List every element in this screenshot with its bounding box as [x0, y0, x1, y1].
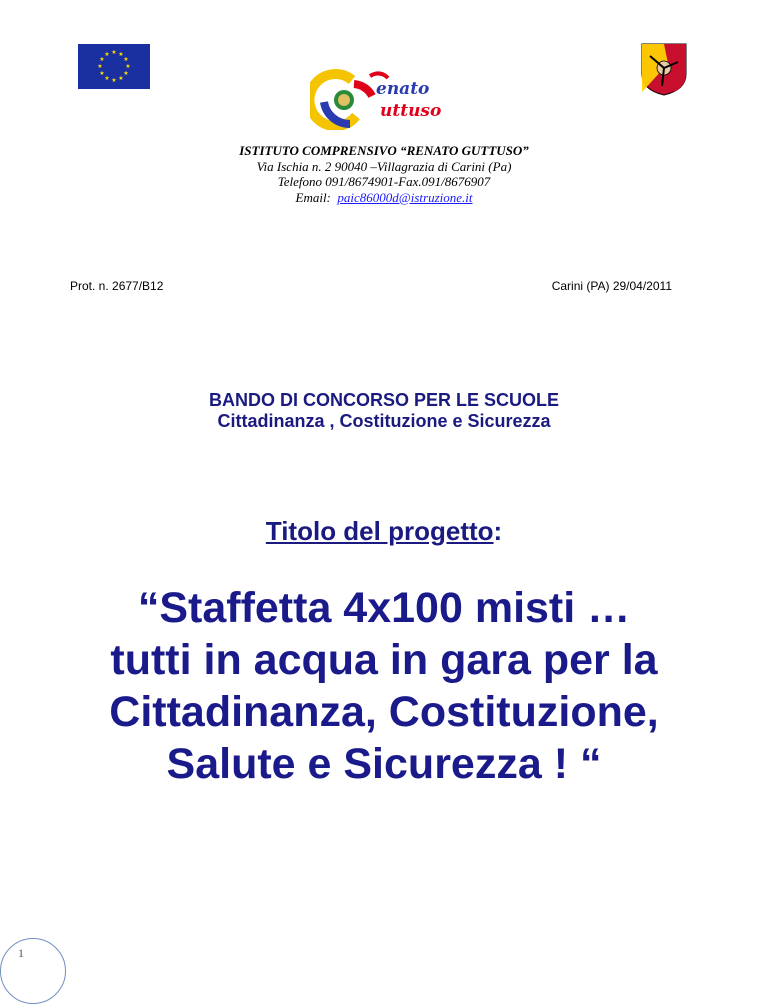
svg-text:★: ★ — [118, 75, 124, 82]
project-label-colon: : — [493, 516, 503, 546]
school-logo — [310, 66, 454, 130]
svg-text:★: ★ — [97, 63, 103, 70]
page-number: 1 — [18, 946, 24, 960]
svg-text:★: ★ — [118, 51, 124, 58]
bando-line2: Cittadinanza , Costituzione e Sicurezza — [217, 411, 551, 431]
institute-header — [0, 143, 768, 205]
project-title-line3: Cittadinanza, Costituzione, — [109, 688, 659, 736]
eu-flag-icon — [78, 44, 150, 89]
institute-email-line — [0, 190, 768, 206]
project-label — [0, 516, 768, 547]
project-title-line4: Salute e Sicurezza ! “ — [166, 740, 602, 788]
project-title-line2: tutti in acqua in gara per la — [110, 636, 658, 684]
bando-line1: BANDO DI CONCORSO PER LE SCUOLE — [208, 390, 560, 410]
project-label-text: Titolo del progetto — [265, 516, 494, 546]
bando-heading — [0, 390, 768, 432]
institute-address: Via Ischia n. 2 90040 –Villagrazia di Carini (Pa) — [256, 158, 512, 174]
svg-text:★: ★ — [104, 51, 110, 58]
svg-text:★: ★ — [104, 75, 110, 82]
svg-text:★: ★ — [123, 56, 129, 63]
institute-phone-fax: Telefono 091/8674901-Fax.091/8676907 — [277, 174, 491, 189]
document-date: Carini (PA) 29/04/2011 — [551, 279, 672, 293]
logo-text-renato: enato — [376, 79, 430, 99]
svg-text:★: ★ — [99, 70, 105, 77]
svg-text:★: ★ — [111, 49, 117, 56]
project-title — [0, 582, 768, 790]
page-number-circle — [0, 938, 66, 1004]
sicily-emblem-icon — [640, 42, 688, 96]
project-title-line1: “Staffetta 4x100 misti … — [137, 584, 631, 632]
email-link[interactable]: paic86000d@istruzione.it — [337, 189, 473, 205]
institute-name: ISTITUTO COMPRENSIVO “RENATO GUTTUSO” — [239, 143, 529, 158]
svg-text:★: ★ — [123, 70, 129, 77]
svg-text:★: ★ — [111, 77, 117, 84]
logo-text-guttuso: uttuso — [380, 101, 442, 121]
svg-text:★: ★ — [99, 56, 105, 63]
email-label: Email: — [295, 189, 331, 205]
svg-text:★: ★ — [125, 63, 131, 70]
protocol-number: Prot. n. 2677/B12 — [70, 279, 164, 293]
